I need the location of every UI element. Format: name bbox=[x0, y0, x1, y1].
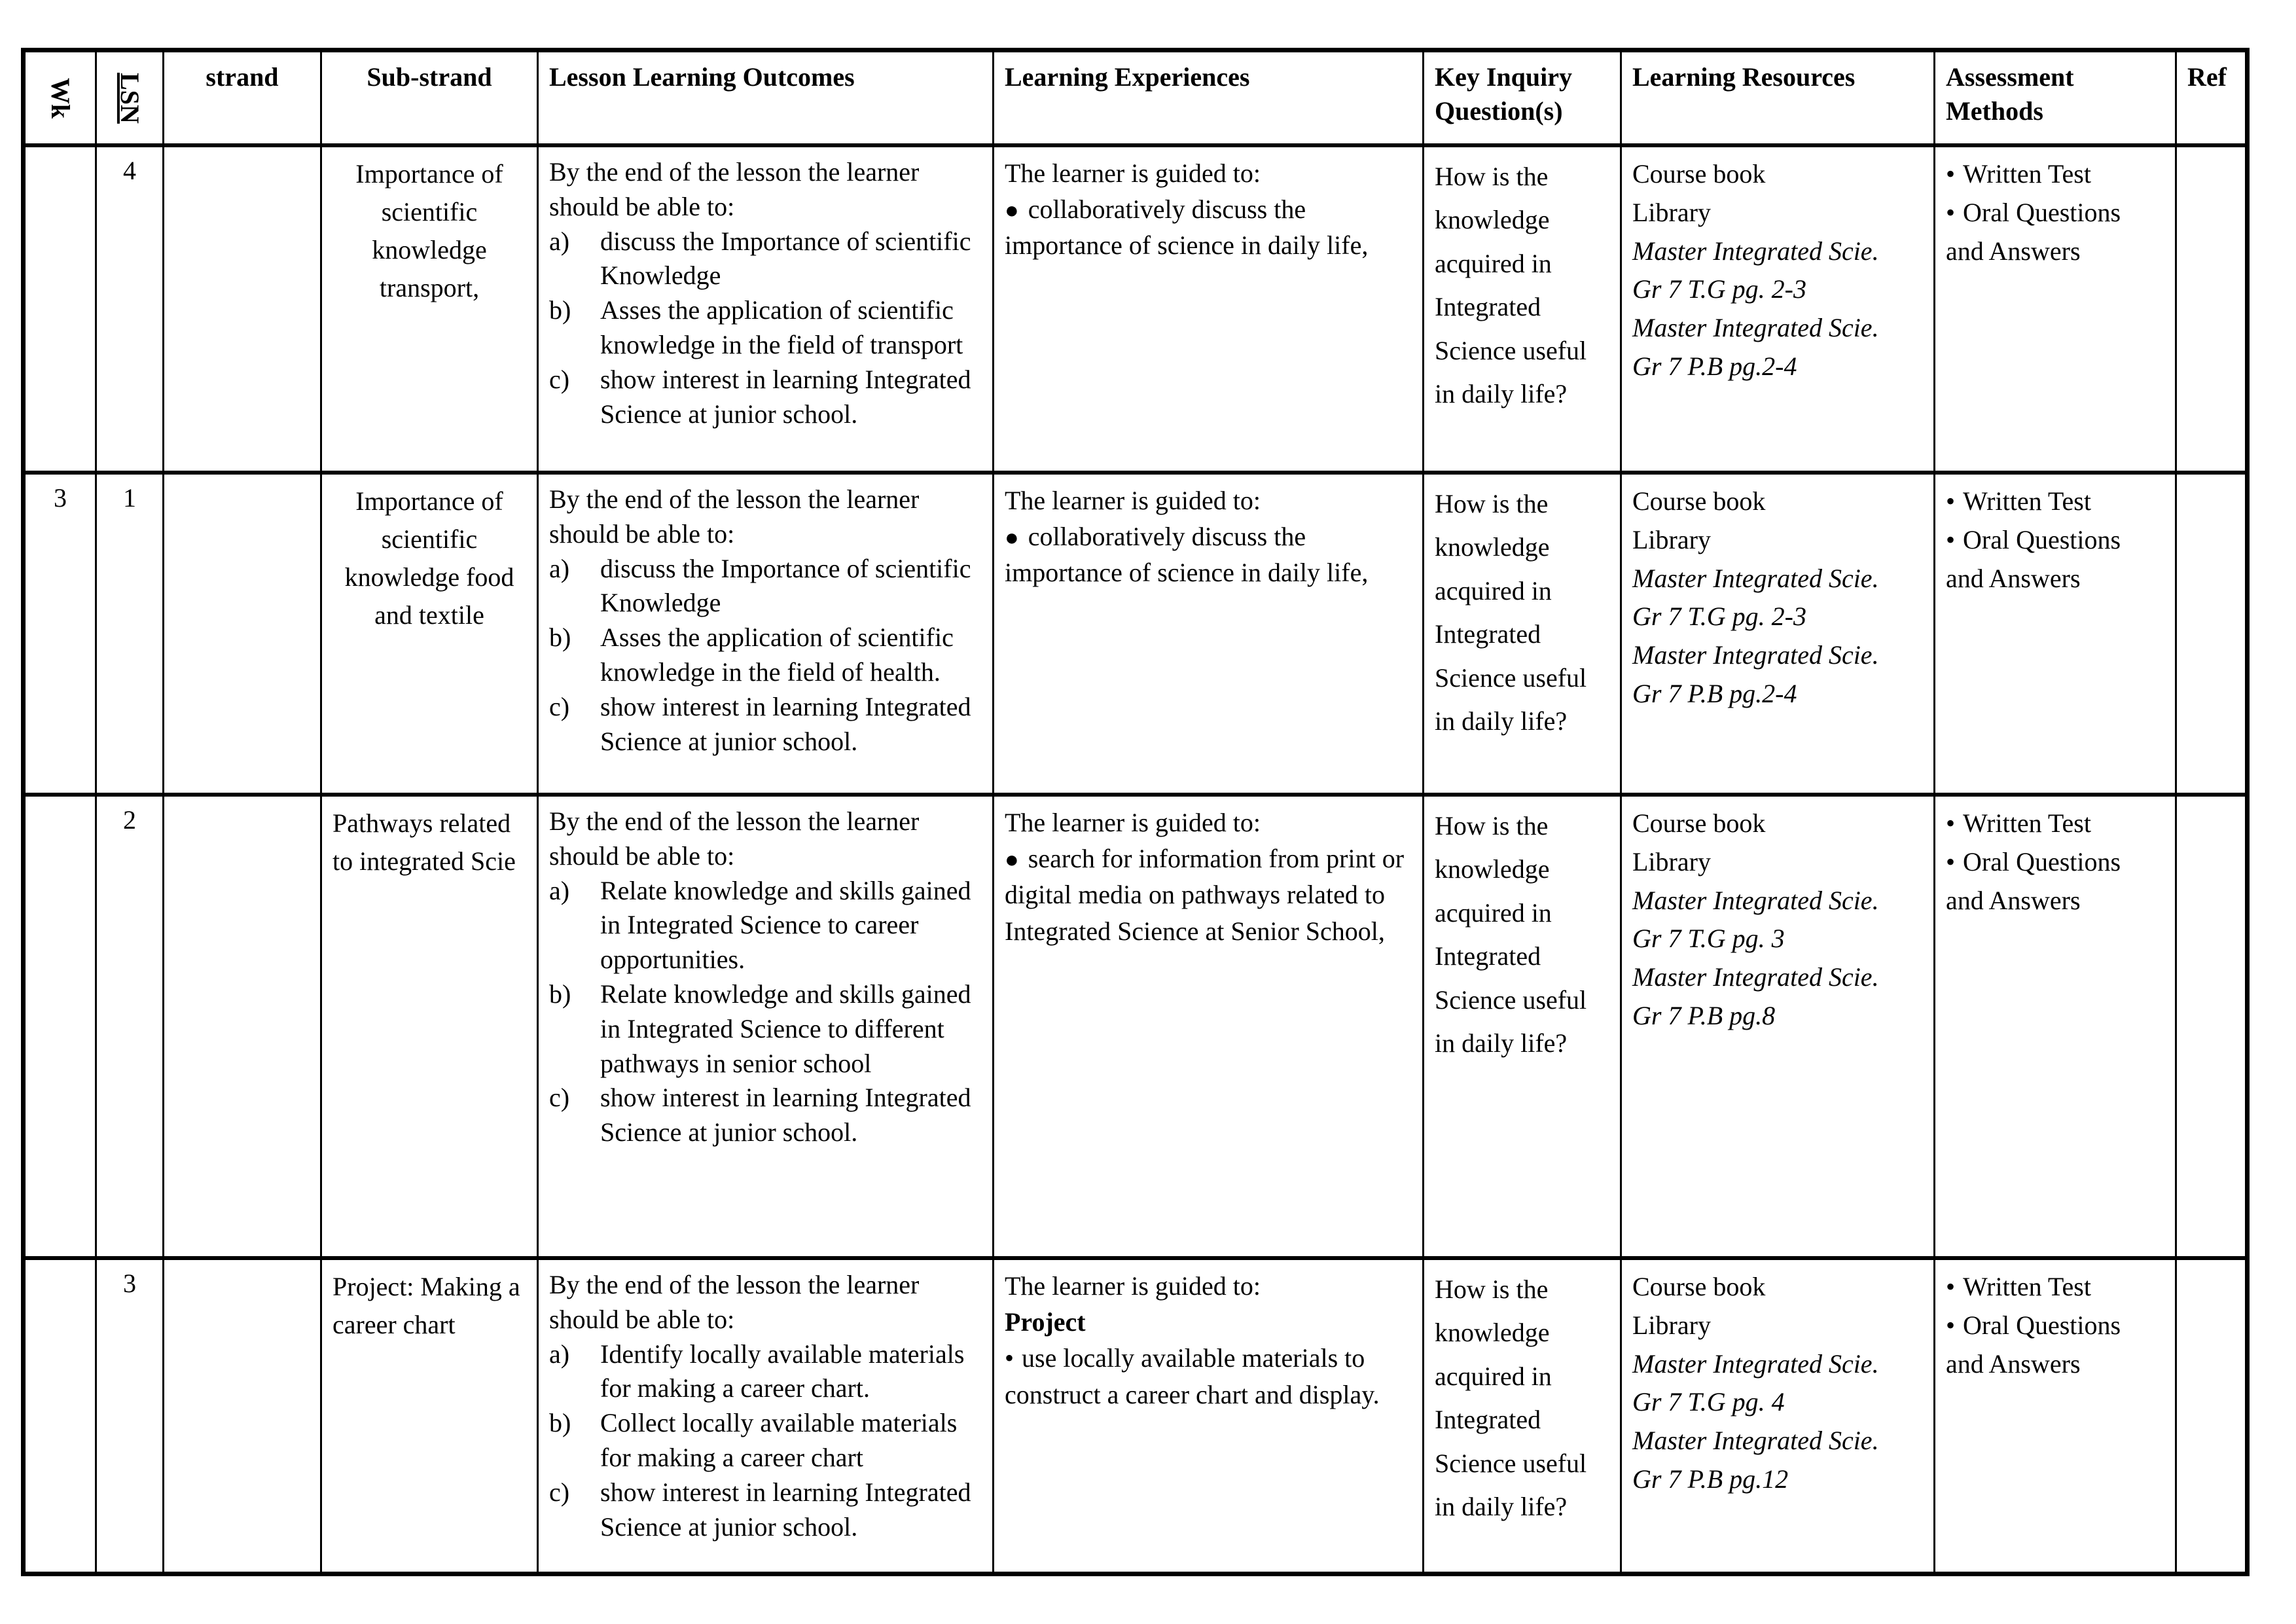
key-inquiry-cell: How is the knowledge acquired in Integrated Science useful in daily life? bbox=[1424, 473, 1621, 795]
outcome-item bbox=[549, 690, 982, 759]
outcome-item bbox=[549, 874, 982, 977]
assessment-item bbox=[1946, 155, 2164, 194]
outcome-item bbox=[549, 1337, 982, 1407]
outcome-text: Asses the application of scientific knowledge in the field of health. bbox=[600, 623, 954, 687]
ref-cell bbox=[2176, 145, 2248, 473]
table-row bbox=[24, 1258, 2248, 1574]
assessment-text: Written Test bbox=[1963, 1272, 2091, 1301]
assessment-cell bbox=[1935, 473, 2176, 795]
bullet-icon: • bbox=[1946, 486, 1956, 516]
header-lsn-label: LSN bbox=[115, 72, 145, 124]
assessment-text: Oral Questions and Answers bbox=[1946, 846, 2121, 915]
bullet-icon: • bbox=[1946, 524, 1956, 554]
resource-line: Master Integrated Scie. bbox=[1632, 236, 1879, 266]
outcomes-cell bbox=[538, 1258, 994, 1574]
outcome-text: show interest in learning Integrated Science at junior school. bbox=[600, 1083, 971, 1147]
bullet-icon: • bbox=[1946, 808, 1956, 838]
ref-cell bbox=[2176, 1258, 2248, 1574]
resource-line: Gr 7 T.G pg. 3 bbox=[1632, 924, 1785, 954]
outcome-text: discuss the Importance of scientific Knowledge bbox=[600, 553, 971, 618]
outcomes-cell bbox=[538, 145, 994, 473]
experiences-cell bbox=[994, 795, 1424, 1258]
sub-strand-cell: Pathways related to integrated Scie bbox=[321, 795, 538, 1258]
resource-line: Library bbox=[1632, 846, 1711, 876]
experiences-cell bbox=[994, 145, 1424, 473]
header-learning-experiences: Learning Experiences bbox=[994, 50, 1424, 146]
resource-line: Gr 7 P.B pg.12 bbox=[1632, 1464, 1789, 1494]
outcome-marker: a) bbox=[549, 553, 570, 583]
outcomes-intro: By the end of the lesson the learner should be able to: bbox=[549, 1270, 920, 1334]
assessment-item bbox=[1946, 521, 2164, 598]
resource-line: Gr 7 T.G pg. 4 bbox=[1632, 1387, 1785, 1417]
resource-line: Master Integrated Scie. bbox=[1632, 640, 1879, 670]
resources-cell bbox=[1621, 1258, 1935, 1574]
key-inquiry-cell: How is the knowledge acquired in Integrated Science useful in daily life? bbox=[1424, 145, 1621, 473]
resource-line: Gr 7 T.G pg. 2-3 bbox=[1632, 602, 1806, 632]
outcome-marker: b) bbox=[549, 979, 571, 1009]
bullet-icon: • bbox=[1946, 846, 1956, 876]
resource-line: Course book bbox=[1632, 808, 1766, 838]
experience-text: search for information from print or digital media on pathways related to Integrated Science at Senior School, bbox=[1005, 844, 1405, 946]
assessment-text: Written Test bbox=[1963, 808, 2091, 838]
key-inquiry-cell: How is the knowledge acquired in Integrated Science useful in daily life? bbox=[1424, 1258, 1621, 1574]
resource-line: Library bbox=[1632, 197, 1711, 227]
strand-cell bbox=[164, 795, 321, 1258]
outcome-item bbox=[549, 552, 982, 621]
outcome-text: Relate knowledge and skills gained in Integrated Science to different pathways in senior school bbox=[600, 979, 971, 1078]
header-learning-resources: Learning Resources bbox=[1621, 50, 1935, 146]
resource-line: Gr 7 P.B pg.2-4 bbox=[1632, 351, 1797, 381]
outcome-text: show interest in learning Integrated Science at junior school. bbox=[600, 691, 971, 756]
outcome-text: Identify locally available materials for making a career chart. bbox=[600, 1339, 965, 1403]
outcome-marker: b) bbox=[549, 295, 571, 325]
sub-strand-cell: Importance of scientific knowledge food and textile bbox=[321, 473, 538, 795]
experience-item bbox=[1005, 191, 1412, 263]
resource-line: Master Integrated Scie. bbox=[1632, 563, 1879, 593]
bullet-icon: • bbox=[1005, 1343, 1014, 1373]
bullet-icon: • bbox=[1946, 1272, 1956, 1301]
assessment-cell bbox=[1935, 145, 2176, 473]
experiences-cell bbox=[994, 1258, 1424, 1574]
assessment-text: Oral Questions and Answers bbox=[1946, 1310, 2121, 1379]
outcome-marker: a) bbox=[549, 1339, 570, 1369]
ref-cell bbox=[2176, 473, 2248, 795]
wk-cell bbox=[24, 145, 96, 473]
header-lsn bbox=[96, 50, 164, 146]
experience-item bbox=[1005, 1340, 1412, 1412]
header-lesson-learning-outcomes: Lesson Learning Outcomes bbox=[538, 50, 994, 146]
experiences-intro: The learner is guided to: bbox=[1005, 158, 1261, 188]
lsn-cell: 3 bbox=[96, 1258, 164, 1574]
experiences-intro: The learner is guided to: bbox=[1005, 1271, 1261, 1301]
table-row bbox=[24, 145, 2248, 473]
experiences-cell bbox=[994, 473, 1424, 795]
bullet-icon: ● bbox=[1005, 846, 1019, 873]
key-inquiry-cell: How is the knowledge acquired in Integrated Science useful in daily life? bbox=[1424, 795, 1621, 1258]
strand-cell bbox=[164, 1258, 321, 1574]
wk-cell: 3 bbox=[24, 473, 96, 795]
experience-text: collaboratively discuss the importance of science in daily life, bbox=[1005, 194, 1369, 261]
experience-text: use locally available materials to construct a career chart and display. bbox=[1005, 1343, 1380, 1409]
outcome-marker: a) bbox=[549, 875, 570, 905]
outcome-item bbox=[549, 363, 982, 432]
resource-line: Master Integrated Scie. bbox=[1632, 962, 1879, 992]
lsn-cell: 1 bbox=[96, 473, 164, 795]
experience-item bbox=[1005, 840, 1412, 949]
bullet-icon: ● bbox=[1005, 524, 1019, 551]
assessment-item bbox=[1946, 194, 2164, 271]
resource-line: Gr 7 P.B pg.8 bbox=[1632, 1000, 1776, 1030]
resource-line: Gr 7 T.G pg. 2-3 bbox=[1632, 274, 1806, 304]
experiences-project-heading: Project bbox=[1005, 1307, 1086, 1337]
outcomes-intro: By the end of the lesson the learner should be able to: bbox=[549, 806, 920, 871]
ref-cell bbox=[2176, 795, 2248, 1258]
outcomes-intro: By the end of the lesson the learner should be able to: bbox=[549, 484, 920, 549]
header-key-inquiry-questions: Key Inquiry Question(s) bbox=[1424, 50, 1621, 146]
assessment-cell bbox=[1935, 795, 2176, 1258]
experiences-intro: The learner is guided to: bbox=[1005, 486, 1261, 515]
assessment-item bbox=[1946, 804, 2164, 843]
outcome-item bbox=[549, 225, 982, 294]
assessment-text: Written Test bbox=[1963, 159, 2091, 189]
header-wk bbox=[24, 50, 96, 146]
wk-cell bbox=[24, 795, 96, 1258]
wk-cell bbox=[24, 1258, 96, 1574]
assessment-text: Oral Questions and Answers bbox=[1946, 524, 2121, 593]
assessment-cell bbox=[1935, 1258, 2176, 1574]
header-assessment-methods: Assessment Methods bbox=[1935, 50, 2176, 146]
strand-cell bbox=[164, 145, 321, 473]
resource-line: Course book bbox=[1632, 486, 1766, 516]
outcome-marker: c) bbox=[549, 1477, 570, 1507]
outcome-text: Asses the application of scientific knowledge in the field of transport bbox=[600, 295, 963, 359]
bullet-icon: • bbox=[1946, 1310, 1956, 1340]
outcome-marker: b) bbox=[549, 623, 571, 653]
header-row bbox=[24, 50, 2248, 146]
resource-line: Master Integrated Scie. bbox=[1632, 885, 1879, 915]
bullet-icon: ● bbox=[1005, 197, 1019, 224]
header-sub-strand: Sub-strand bbox=[321, 50, 538, 146]
outcome-marker: c) bbox=[549, 364, 570, 394]
resources-cell bbox=[1621, 145, 1935, 473]
bullet-icon: • bbox=[1946, 159, 1956, 189]
experience-text: collaboratively discuss the importance of science in daily life, bbox=[1005, 522, 1369, 588]
outcome-item bbox=[549, 1081, 982, 1150]
outcome-item bbox=[549, 621, 982, 690]
header-wk-label: Wk bbox=[46, 77, 75, 118]
resource-line: Master Integrated Scie. bbox=[1632, 1348, 1879, 1379]
scheme-of-work-table bbox=[21, 48, 2250, 1576]
resource-line: Course book bbox=[1632, 1272, 1766, 1301]
resource-line: Course book bbox=[1632, 159, 1766, 189]
outcome-text: show interest in learning Integrated Science at junior school. bbox=[600, 364, 971, 429]
resource-line: Library bbox=[1632, 524, 1711, 554]
experiences-intro: The learner is guided to: bbox=[1005, 808, 1261, 837]
outcome-text: Relate knowledge and skills gained in Integrated Science to career opportunities. bbox=[600, 875, 971, 975]
assessment-text: Written Test bbox=[1963, 486, 2091, 516]
lsn-cell: 4 bbox=[96, 145, 164, 473]
outcome-item bbox=[549, 977, 982, 1081]
table-row bbox=[24, 473, 2248, 795]
lsn-cell: 2 bbox=[96, 795, 164, 1258]
resource-line: Master Integrated Scie. bbox=[1632, 1426, 1879, 1456]
outcomes-intro: By the end of the lesson the learner should be able to: bbox=[549, 157, 920, 221]
outcome-marker: c) bbox=[549, 691, 570, 721]
assessment-item bbox=[1946, 1268, 2164, 1307]
outcomes-cell bbox=[538, 795, 994, 1258]
outcome-item bbox=[549, 293, 982, 363]
assessment-item bbox=[1946, 843, 2164, 920]
outcome-text: show interest in learning Integrated Science at junior school. bbox=[600, 1477, 971, 1542]
experience-item bbox=[1005, 518, 1412, 590]
outcome-marker: c) bbox=[549, 1083, 570, 1113]
resource-line: Master Integrated Scie. bbox=[1632, 313, 1879, 343]
outcome-marker: b) bbox=[549, 1408, 571, 1438]
resource-line: Library bbox=[1632, 1310, 1711, 1340]
table-row bbox=[24, 795, 2248, 1258]
outcome-item bbox=[549, 1475, 982, 1545]
assessment-item bbox=[1946, 482, 2164, 521]
assessment-item bbox=[1946, 1307, 2164, 1384]
outcomes-cell bbox=[538, 473, 994, 795]
outcome-text: Collect locally available materials for making a career chart bbox=[600, 1408, 958, 1472]
resources-cell bbox=[1621, 795, 1935, 1258]
strand-cell bbox=[164, 473, 321, 795]
header-strand: strand bbox=[164, 50, 321, 146]
resources-cell bbox=[1621, 473, 1935, 795]
sub-strand-cell: Project: Making a career chart bbox=[321, 1258, 538, 1574]
assessment-text: Oral Questions and Answers bbox=[1946, 197, 2121, 266]
outcome-marker: a) bbox=[549, 226, 570, 256]
resource-line: Gr 7 P.B pg.2-4 bbox=[1632, 678, 1797, 708]
header-ref: Ref bbox=[2176, 50, 2248, 146]
outcome-item bbox=[549, 1406, 982, 1475]
bullet-icon: • bbox=[1946, 197, 1956, 227]
sub-strand-cell: Importance of scientific knowledge transport, bbox=[321, 145, 538, 473]
outcome-text: discuss the Importance of scientific Knowledge bbox=[600, 226, 971, 291]
